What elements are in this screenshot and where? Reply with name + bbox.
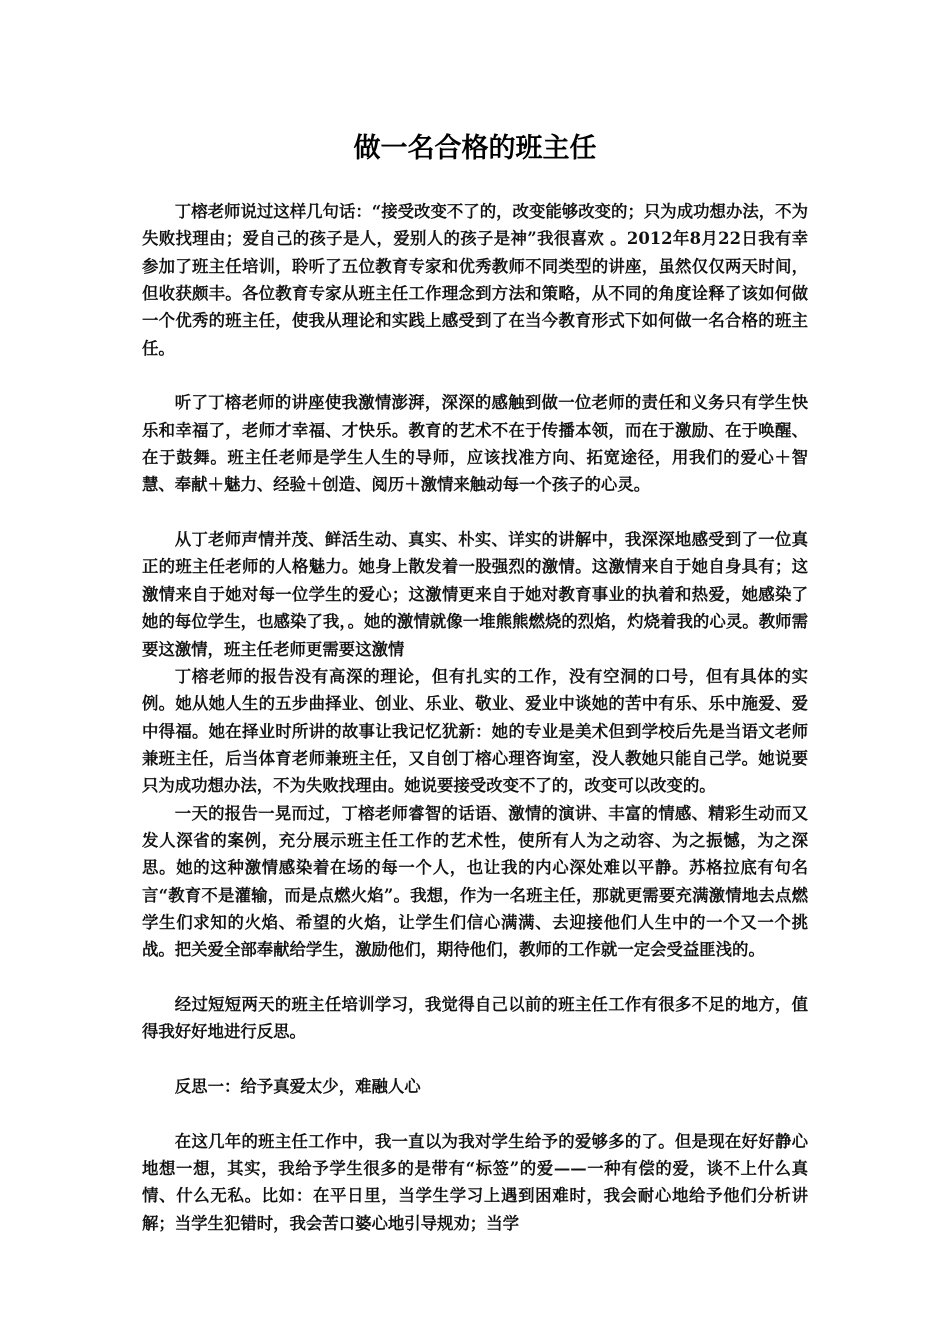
- paragraph-2: 听了丁榕老师的讲座使我激情澎湃，深深的感触到做一位老师的责任和义务只有学生快乐和幸福了，老师才幸福、才快乐。教育的艺术不在于传播本领，而在于激励、在于唤醒、在于鼓舞。班主任老师是学生人生的导师，应该找准方向、拓宽途径，用我们的爱心＋智慧、奉献＋魅力、经验＋创造、阅历＋激情来触动每一个孩子的心灵。: [142, 393, 808, 495]
- paragraph-6: 经过短短两天的班主任培训学习，我觉得自己以前的班主任工作有很多不足的地方，值得我好好地进行反思。: [142, 994, 808, 1042]
- paragraph-3: 从丁老师声情并茂、鲜活生动、真实、朴实、详实的讲解中，我深深地感受到了一位真正的班主任老师的人格魅力。她身上散发着一股强烈的激情。这激情来自于她自身具有；这激情来自于她对每一位学生的爱心；这激情更来自于她对教育事业的执着和热爱，她感染了她的每位学生，也感染了我，。她的激情就像一堆熊熊燃烧的烈焰，灼烧着我的心灵。教师需要这激情，班主任老师更需要这激情: [142, 530, 808, 659]
- paragraph-gap: [142, 964, 808, 991]
- paragraph-5: 一天的报告一晃而过，丁榕老师睿智的话语、激情的演讲、丰富的情感、精彩生动而又发人深省的案例，充分展示班主任工作的艺术性，使所有人为之动容、为之振憾，为之深思。她的这种激情感染着在场的每一个人，也让我的内心深处难以平静。苏格拉底有句名言“教育不是灌输，而是点燃火焰”。我想，作为一名班主任，那就更需要充满激情地去点燃学生们求知的火焰、希望的火焰，让学生们信心满满、去迎接他们人生中的一个又一个挑战。把关爱全部奉献给学生，激励他们，期待他们，教师的工作就一定会受益匪浅的。: [142, 803, 808, 960]
- document-body: [142, 198, 808, 1237]
- section-heading-reflection-1: 反思一：给予真爱太少，难融人心: [174, 1077, 421, 1096]
- paragraph-gap: [142, 1100, 808, 1127]
- page-title: 做一名合格的班主任: [353, 133, 597, 164]
- paragraph-7: 在这几年的班主任工作中，我一直以为我对学生给予的爱够多的了。但是现在好好静心地想一想，其实，我给予学生很多的是带有“标签”的爱——一种有偿的爱，谈不上什么真情、什么无私。比如：在平日里，当学生学习上遇到困难时，我会耐心地给予他们分析讲解；当学生犯错时，我会苦口婆心地引导规劝；当学: [142, 1131, 808, 1233]
- paragraph-gap: [142, 499, 808, 526]
- paragraph-4: 丁榕老师的报告没有高深的理论，但有扎实的工作，没有空洞的口号，但有具体的实例。她从她人生的五步曲择业、创业、乐业、敬业、爱业中谈她的苦中有乐、乐中施爱、爱中得福。她在择业时所讲的故事让我记忆犹新：她的专业是美术但到学校后先是当语文老师兼班主任，后当体育老师兼班主任，又自创丁榕心理咨询室，没人教她只能自己学。她说要只为成功想办法，不为失败找理由。她说要接受改变不了的，改变可以改变的。: [142, 666, 808, 796]
- paragraph-gap: [142, 1046, 808, 1073]
- paragraph-gap: [142, 362, 808, 389]
- paragraph-1: 丁榕老师说过这样几句话：“接受改变不了的，改变能够改变的；只为成功想办法，不为失败找理由；爱自己的孩子是人，爱别人的孩子是神”我很喜欢 。2012年8月22日我有幸参加了班主任培训，聆听了五位教育专家和优秀教师不同类型的讲座，虽然仅仅两天时间，但收获颇丰。各位教育专家从班主任工作理念到方法和策略，从不同的角度诠释了该如何做一个优秀的班主任，使我从理论和实践上感受到了在当今教育形式下如何做一名合格的班主任。: [142, 202, 808, 358]
